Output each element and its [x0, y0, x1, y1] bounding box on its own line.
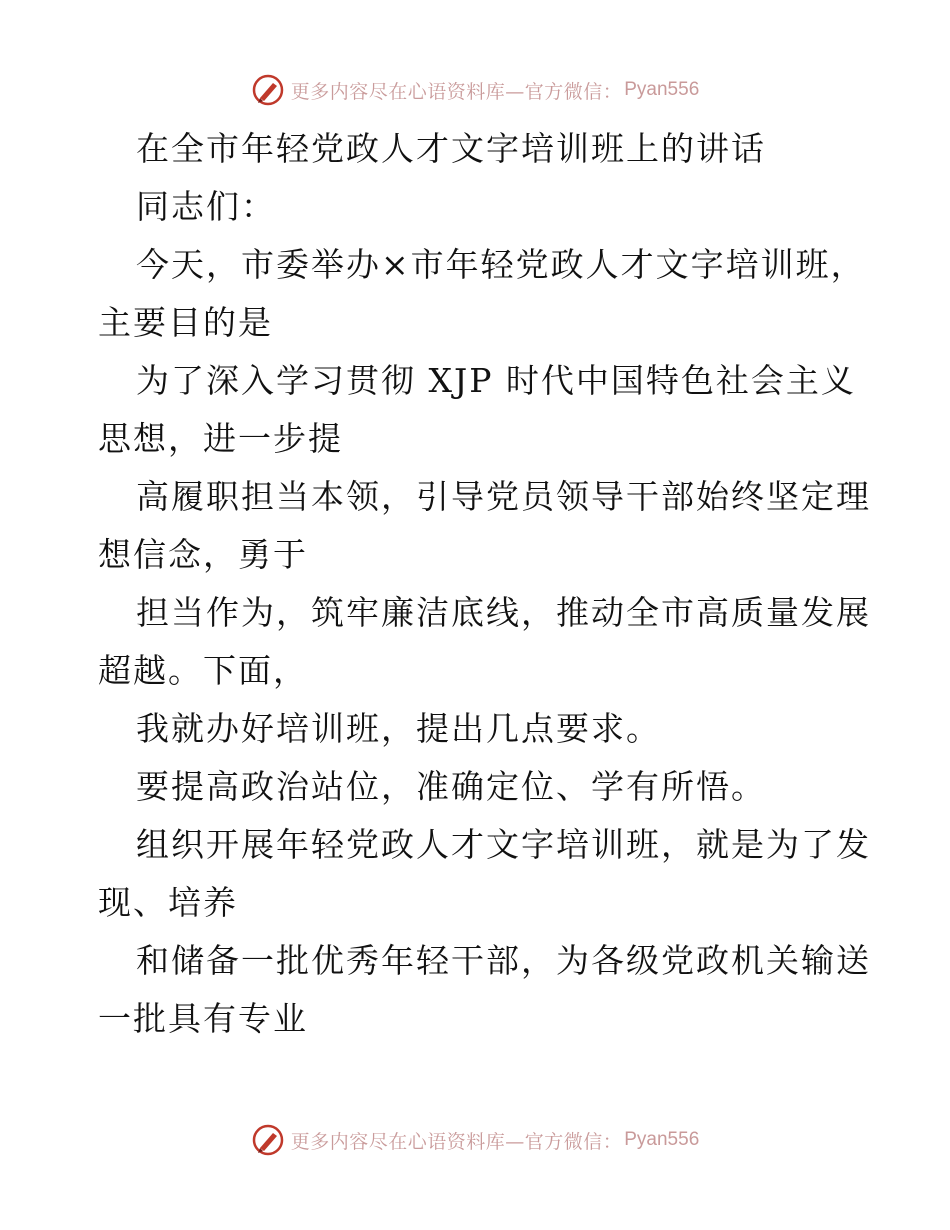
paragraph-line: 想信念，勇于	[98, 535, 308, 574]
paragraph-line: 高履职担当本领，引导党员领导干部始终坚定理	[136, 477, 871, 516]
watermark-wechat-id: Pyan556	[624, 1129, 700, 1150]
paragraph-line: 组织开展年轻党政人才文字培训班，就是为了发	[136, 825, 871, 864]
paragraph-line: 担当作为，筑牢廉洁底线，推动全市高质量发展	[136, 593, 871, 632]
watermark-text: 更多内容尽在心语资料库—官方微信：	[290, 1130, 623, 1153]
paragraph-line: 我就办好培训班，提出几点要求。	[136, 709, 661, 748]
footer-watermark	[0, 1120, 950, 1160]
watermark-text: 更多内容尽在心语资料库—官方微信：	[290, 80, 623, 103]
paragraph-line: 超越。下面，	[98, 651, 308, 690]
header-watermark	[0, 70, 950, 110]
paragraph-line: 思想，进一步提	[98, 419, 343, 458]
paragraph-line: 现、培养	[98, 883, 238, 922]
paragraph-line: 和储备一批优秀年轻干部，为各级党政机关输送	[136, 941, 871, 980]
salutation: 同志们：	[136, 187, 276, 226]
document-body	[98, 120, 871, 1048]
pen-logo-icon	[251, 73, 285, 107]
paragraph-line: 为了深入学习贯彻 XJP 时代中国特色社会主义	[136, 361, 856, 400]
watermark-wechat-id: Pyan556	[624, 79, 700, 100]
paragraph-line: 主要目的是	[98, 303, 273, 342]
document-title: 在全市年轻党政人才文字培训班上的讲话	[136, 129, 766, 168]
paragraph-line: 要提高政治站位，准确定位、学有所悟。	[136, 767, 766, 806]
paragraph-line: 今天，市委举办×市年轻党政人才文字培训班，	[136, 245, 866, 284]
paragraph-line: 一批具有专业	[98, 999, 308, 1038]
pen-logo-icon	[251, 1123, 285, 1157]
